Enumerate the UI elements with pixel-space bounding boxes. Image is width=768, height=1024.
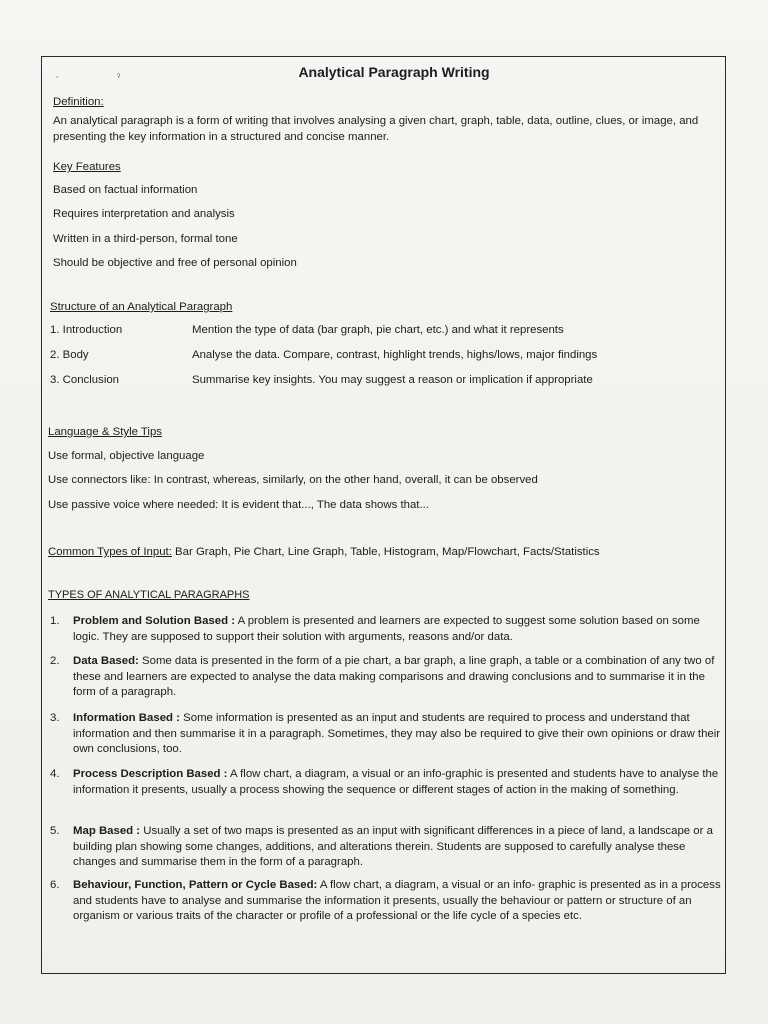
common-input-text: Bar Graph, Pie Chart, Line Graph, Table, Histogram, Map/Flowchart, Facts/Statistics [171,546,600,558]
item-text: Some information is presented as an input and students are required to process and understand that information and then summarise it in a paragraph. Sometimes, they may also be required to give their own opinions or draw their own conclusions, too. [73,712,721,755]
item-title: Data Based: [73,655,139,667]
item-number: 5. [50,825,60,837]
key-feature-item: Should be objective and free of personal opinion [53,257,297,269]
definition-text: An analytical paragraph is a form of writing that involves analysing a given chart, graph, table, data, outline, clues, or image, and presenting the key information in a structured and concise manner. [53,115,699,143]
key-feature-item: Written in a third-person, formal tone [53,233,238,245]
structure-part: 2. Body [50,349,89,361]
types-heading: TYPES OF ANALYTICAL PARAGRAPHS [48,589,250,601]
item-number: 4. [50,768,60,780]
item-text: A flow chart, a diagram, a visual or an info- graphic is presented as in a process and students have to analyse and summarise the information it presents, usually the behaviour or pattern or structure of an organism or various traits of the character or profile of a professional or the life cycle of a species etc. [73,879,721,922]
item-title: Process Description Based : [73,768,228,780]
structure-desc: Summarise key insights. You may suggest a reason or implication if appropriate [192,374,593,386]
page-title: Analytical Paragraph Writing [298,64,490,80]
item-number: 1. [50,615,60,627]
item-title: Map Based : [73,825,141,837]
key-feature-item: Requires interpretation and analysis [53,208,235,220]
item-title: Information Based : [73,712,180,724]
structure-part: 3. Conclusion [50,374,120,386]
common-input-line [48,545,600,560]
item-text: Some data is presented in the form of a pie chart, a bar graph, a line graph, a table or a combination of any two of these and learners are expected to analyse the data making comparisons and drawing conclusions and to summarise it in the form of a paragraph. [73,655,715,698]
item-number: 6. [50,879,60,891]
language-heading: Language & Style Tips [48,426,162,438]
common-input-label: Common Types of Input: [48,546,172,558]
item-text: A problem is presented and learners are expected to suggest some solution based on some logic. They are supposed to support their solution with arguments, reasons and/or data. [73,615,700,643]
structure-desc: Mention the type of data (bar graph, pie chart, etc.) and what it represents [192,324,564,336]
definition-heading: Definition: [53,96,104,108]
item-title: Problem and Solution Based : [73,615,236,627]
language-tip: Use formal, objective language [48,450,205,462]
stray-marks: ⸱ ˀ [56,72,149,82]
structure-desc: Analyse the data. Compare, contrast, highlight trends, highs/lows, major findings [192,349,598,361]
structure-part: 1. Introduction [50,324,123,336]
item-text: Usually a set of two maps is presented as an input with significant differences in a piece of land, a landscape or a building plan showing some changes, additions, and alterations therein. Students are supposed to carefully analyse these changes and summarise them in the form of a paragraph. [73,825,713,868]
structure-heading: Structure of an Analytical Paragraph [50,301,233,313]
item-text: A flow chart, a diagram, a visual or an info-graphic is presented and students have to analyse the information it presents, usually a process showing the sequence or different stages of action in the making of something. [73,768,719,796]
item-number: 3. [50,712,60,724]
language-tip: Use connectors like: In contrast, whereas, similarly, on the other hand, overall, it can be observed [48,474,538,486]
item-title: Behaviour, Function, Pattern or Cycle Based: [73,879,318,891]
key-features-heading: Key Features [53,161,121,173]
item-number: 2. [50,655,60,667]
key-feature-item: Based on factual information [53,184,198,196]
language-tip: Use passive voice where needed: It is evident that..., The data shows that... [48,499,429,511]
